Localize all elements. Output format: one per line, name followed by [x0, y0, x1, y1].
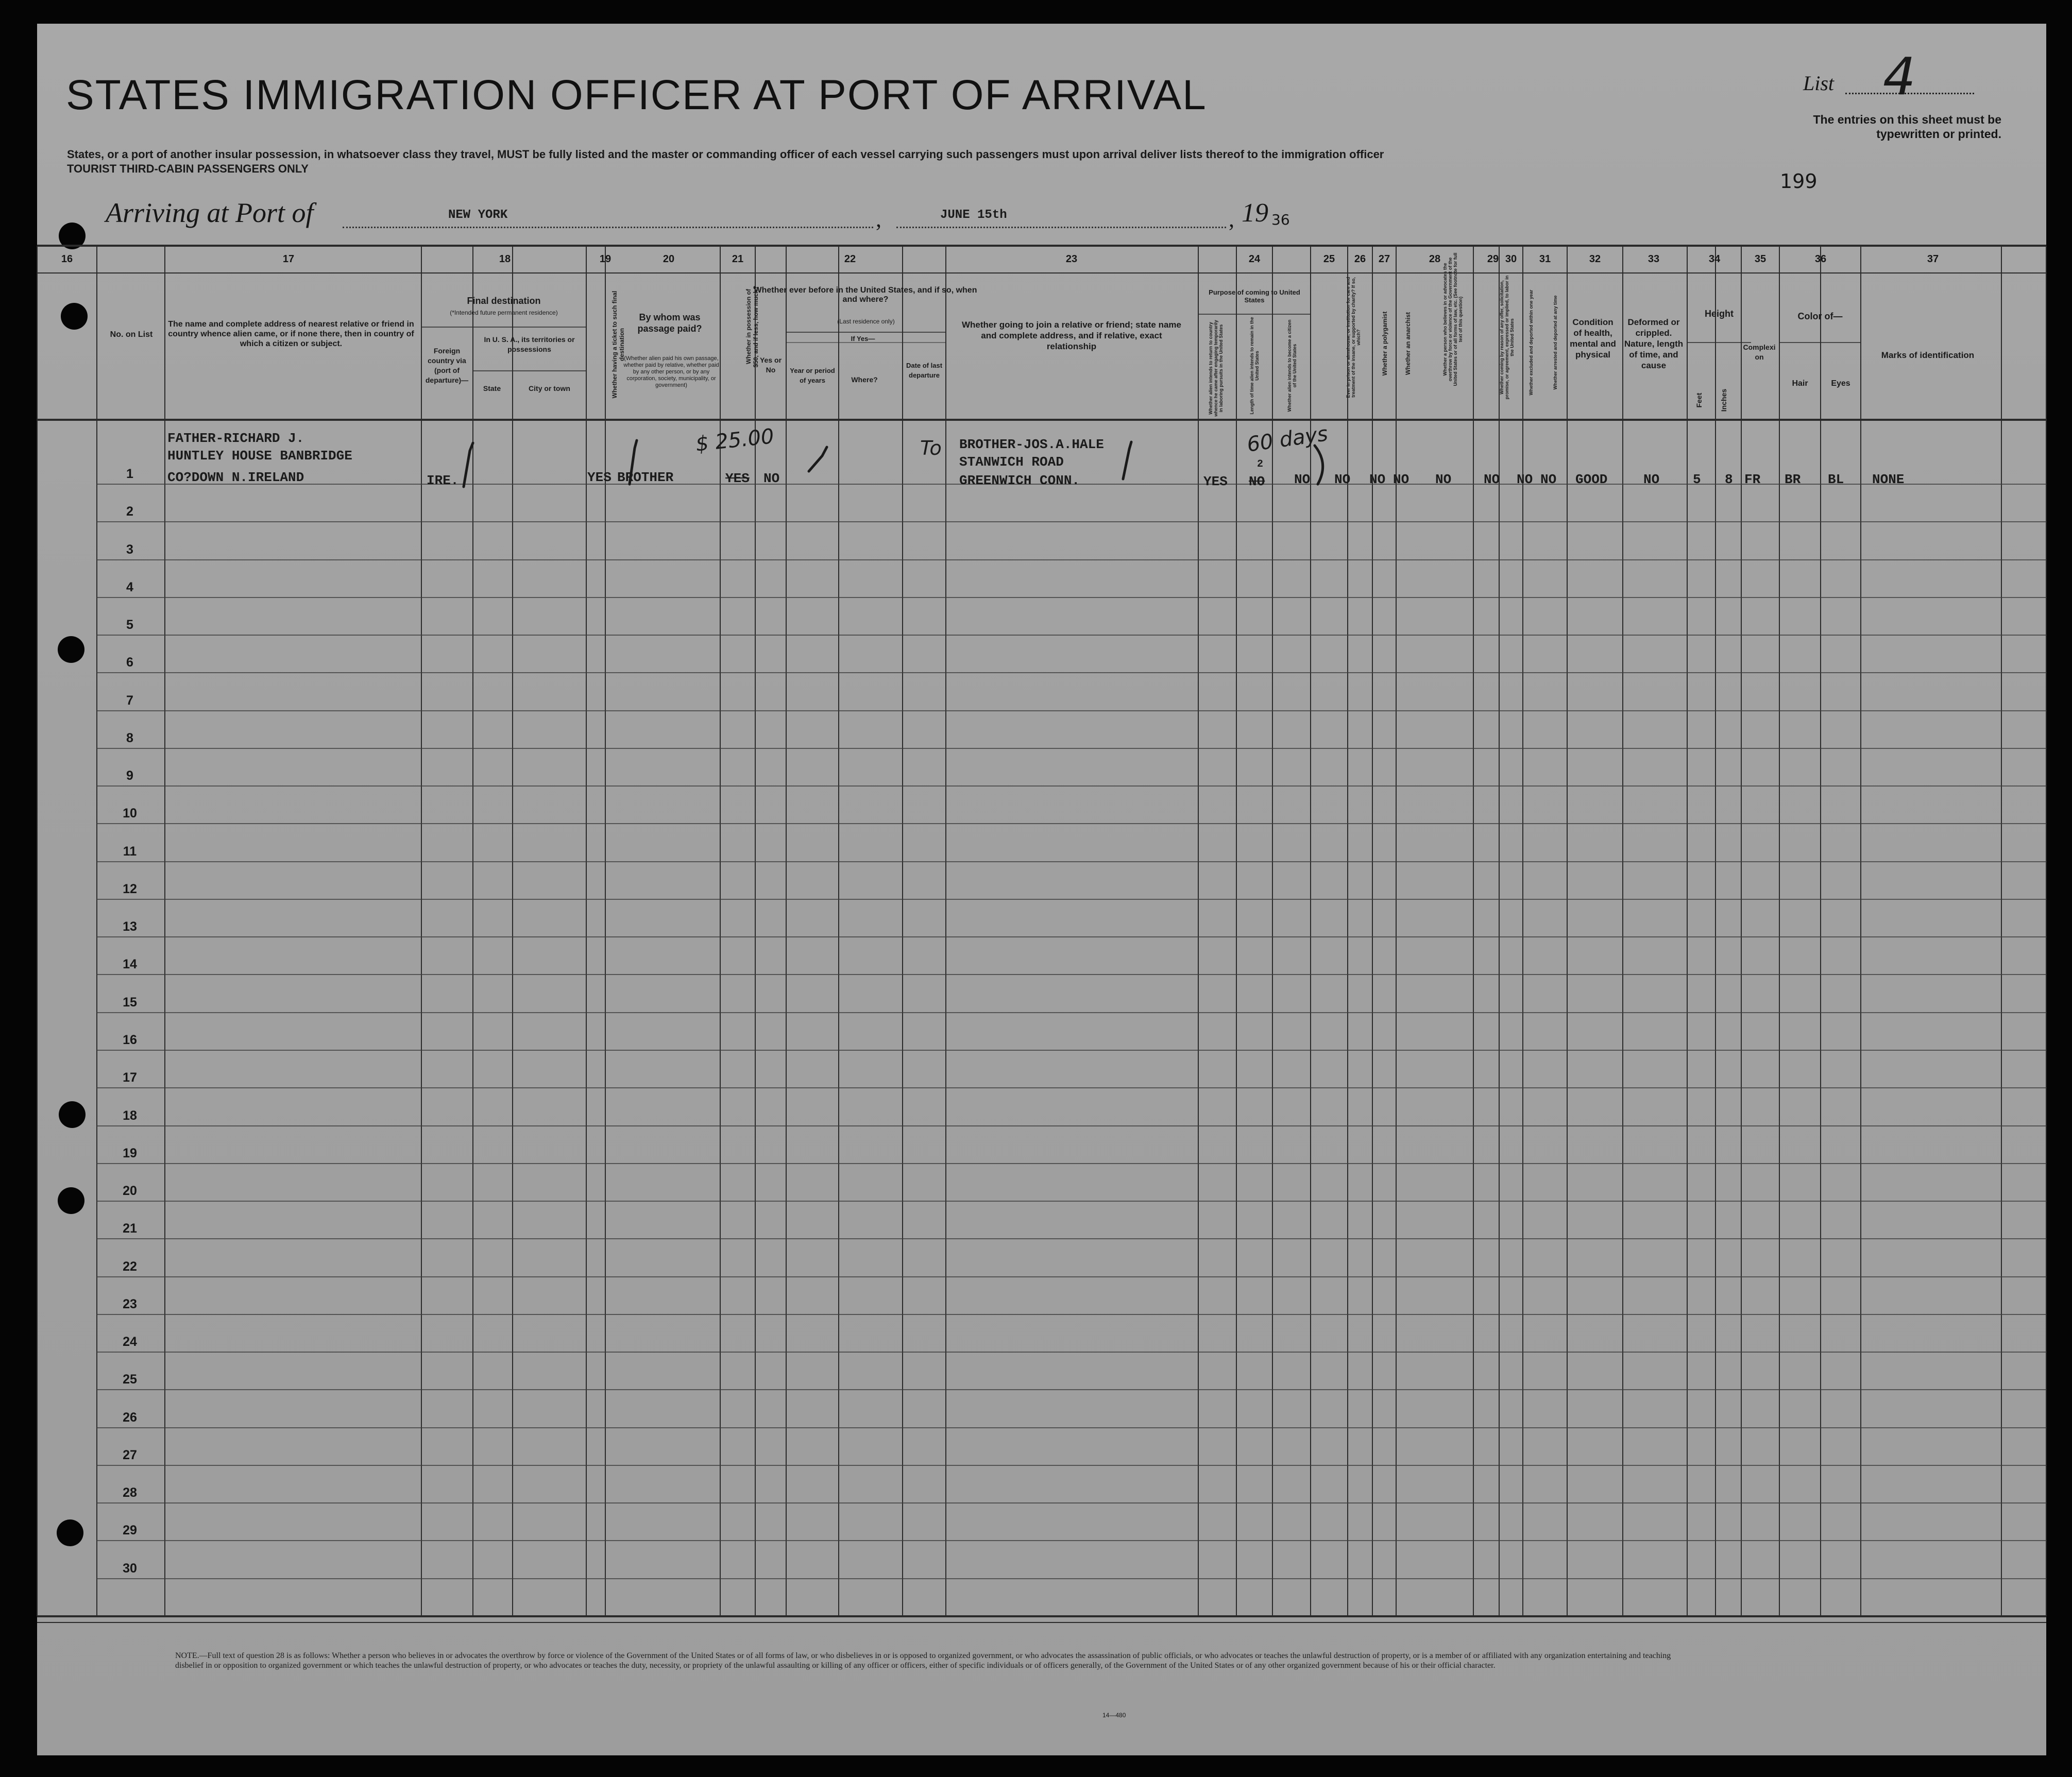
col-22-where: Where?: [851, 375, 878, 384]
page-title: STATES IMMIGRATION OFFICER AT PORT OF ARRIVAL: [66, 72, 1207, 118]
row-number: 7: [126, 693, 133, 708]
prison-value: NO: [1334, 472, 1351, 487]
col-20-subtitle: (Whether alien paid his own passage, whether paid by relative, whether paid by any other person, or by any corporation, society, municipality, or government): [623, 355, 719, 388]
row-number: 20: [123, 1184, 137, 1198]
column-number: 30: [1505, 253, 1517, 265]
row-number: 24: [123, 1335, 137, 1349]
row-number: 3: [126, 542, 133, 557]
column-number: 32: [1589, 253, 1601, 265]
col-18-header: Final destination: [467, 296, 541, 306]
eyes-value: BL: [1828, 472, 1844, 487]
col-30-header: Whether excluded and deported within one year: [1528, 289, 1534, 396]
col-35-header: Complexion: [1743, 343, 1776, 361]
column-number: 21: [732, 253, 744, 265]
col-36-header: Color of—: [1797, 311, 1843, 321]
subtitle-line: TOURIST THIRD-CABIN PASSENGERS ONLY: [67, 162, 309, 175]
handwritten-bracket: [1315, 446, 1323, 484]
column-number: 34: [1708, 253, 1721, 265]
col-23-header: Whether going to join a relative or friend; state name and complete address, and if relative, exact relationship: [961, 320, 1181, 351]
col-24-citizen: Whether alien intends to become a citizen of the United States: [1287, 319, 1297, 412]
health-value: GOOD: [1575, 472, 1608, 487]
comma: ,: [1229, 207, 1234, 232]
col-19-header: Whether having a ticket to such final destination: [611, 291, 625, 399]
row-number: 15: [123, 995, 137, 1010]
col-22-years: Year or period of years: [790, 367, 835, 384]
list-number: 4: [1883, 46, 1916, 107]
row-number: 16: [123, 1033, 137, 1047]
column-number: 27: [1378, 253, 1390, 265]
column-number: 20: [663, 253, 675, 265]
row-number: 10: [123, 806, 137, 821]
row-number: 25: [123, 1372, 137, 1387]
hair-value: BR: [1785, 472, 1801, 487]
col-24-header: Purpose of coming to United States: [1209, 288, 1300, 304]
column-number: 17: [282, 253, 295, 265]
sheet-code: 199: [1780, 170, 1818, 193]
col-18-subtitle: (*Intended future permanent residence): [450, 309, 558, 316]
row-number: 26: [123, 1410, 137, 1425]
purpose-return-value: YES: [1203, 474, 1228, 489]
col-18-state: State: [483, 384, 501, 392]
col-34-header: Height: [1705, 309, 1734, 319]
col-18-foreign: Foreign country via (port of departure)—: [425, 347, 469, 384]
marks-value: NONE: [1872, 472, 1905, 487]
joining-address-line: BROTHER-JOS.A.HALE: [959, 437, 1104, 452]
column-number: 23: [1065, 253, 1078, 265]
sheet-note: The entries on this sheet must be typewritten or printed.: [1813, 113, 2001, 141]
subtitle-line: States, or a port of another insular possession, in whatsoever class they travel, MUST be fully listed and the master or commanding officer of each vessel carrying such passengers must upon arrival deliver lists thereof to the immigration officer: [67, 148, 1384, 161]
col-17-header: The name and complete address of nearest relative or friend in country whence alien came, or if none there, then in country of which a citizen or subject.: [168, 320, 414, 348]
col-34-inches: Inches: [1720, 388, 1728, 412]
relative-address-line: FATHER-RICHARD J.: [167, 431, 304, 446]
column-number: 22: [844, 253, 856, 265]
height-feet-value: 5: [1693, 472, 1701, 487]
row-number: 21: [123, 1221, 137, 1236]
handwritten-money: $ 25.00: [694, 424, 775, 456]
col-18-city: City or town: [529, 384, 570, 392]
ever-before-value: NO: [763, 471, 780, 486]
complexion-value: FR: [1744, 472, 1761, 487]
col-34-feet: Feet: [1695, 392, 1703, 408]
row-number: 4: [126, 580, 133, 594]
col-29-header: Whether coming by reason of any offer, solicitation, promise, or agreement, expressed or implied, to labor in the United States: [1499, 275, 1515, 400]
deformed-value: NO: [1643, 472, 1660, 487]
col-21-header: Whether in possession of $50, and if less, how much?: [745, 285, 759, 368]
height-inches-value: 8: [1725, 472, 1733, 487]
overthrow-value: NO: [1435, 472, 1452, 487]
row-number: 14: [123, 957, 137, 971]
arrival-year-suffix: 36: [1271, 211, 1290, 228]
check-mark: [1123, 442, 1131, 479]
joining-address-line: STANWICH ROAD: [959, 454, 1064, 470]
column-number: 33: [1648, 253, 1660, 265]
ticket-value: YES: [587, 470, 612, 485]
column-number: 35: [1754, 253, 1767, 265]
col-20-header: By whom was passage paid?: [637, 312, 702, 334]
row-number: 12: [123, 882, 137, 896]
col-24-return: Whether alien intends to return to country whence he came after engaging temporarily in laboring pursuits in the United States: [1208, 320, 1224, 417]
column-number: 31: [1539, 253, 1551, 265]
arrival-date: JUNE 15th: [940, 208, 1007, 222]
purpose-length-struck: NO: [1249, 474, 1265, 489]
col-22-ifyes: If Yes—: [851, 335, 875, 343]
row-number: 30: [123, 1561, 137, 1576]
row-number: 17: [123, 1070, 137, 1085]
col-22-subtitle: (Last residence only): [837, 318, 895, 325]
row-number: 23: [123, 1297, 137, 1311]
foreign-country-value: IRE.: [427, 473, 459, 488]
col-16-header: No. on List: [110, 330, 153, 339]
row-number: 13: [123, 919, 137, 934]
polygamist-value: NO: [1369, 472, 1386, 487]
column-number: 29: [1487, 253, 1499, 265]
row-number: 6: [126, 655, 133, 670]
row-number: 28: [123, 1485, 137, 1500]
row-number: 29: [123, 1523, 137, 1537]
col-36-hair: Hair: [1792, 379, 1808, 388]
comma: ,: [876, 207, 881, 232]
check-mark: [630, 440, 637, 484]
col-25-header: Ever in prison or almshouse, or institution for care and treatment of the insane, or supported by charity? If so, which?: [1346, 277, 1361, 398]
arrival-label: Arriving at Port of: [106, 197, 314, 228]
row-number: 8: [126, 731, 133, 745]
joining-address-line: GREENWICH CONN.: [959, 473, 1080, 488]
relative-address-line: CO?DOWN N.IRELAND: [167, 470, 304, 485]
money-struck-value: YES: [725, 471, 750, 486]
row-number: 2: [126, 504, 133, 519]
row-number: 18: [123, 1108, 137, 1123]
col-31-header: Whether arrested and deported at any time: [1553, 295, 1558, 390]
row-number: 11: [123, 844, 137, 859]
col-22-header: Whether ever before in the United States, and if so, when and where?: [754, 286, 977, 304]
row-number: 27: [123, 1448, 137, 1462]
row-number: 19: [123, 1146, 137, 1160]
purpose-citizen-value: NO: [1294, 472, 1311, 487]
labor-offer-value: NO: [1484, 472, 1500, 487]
column-number: 24: [1248, 253, 1261, 265]
relative-address-line: HUNTLEY HOUSE BANBRIDGE: [167, 448, 352, 464]
list-label: List: [1803, 72, 1835, 95]
col-27-header: Whether an anarchist: [1404, 312, 1412, 375]
column-number: 28: [1429, 253, 1441, 265]
excluded-value: NO: [1517, 472, 1533, 487]
row-number: 22: [123, 1259, 137, 1274]
handwritten-joining-prefix: To: [920, 437, 942, 459]
arrival-year-prefix: 19: [1242, 198, 1268, 228]
row-number: 1: [126, 467, 133, 481]
check-mark: [464, 443, 473, 487]
check-mark: [809, 447, 827, 471]
row-number: 9: [126, 768, 133, 783]
column-number: 37: [1927, 253, 1939, 265]
column-number: 26: [1354, 253, 1366, 265]
col-36-eyes: Eyes: [1831, 379, 1850, 388]
handwritten-length: 60 days: [1245, 422, 1330, 457]
column-number: 19: [599, 253, 612, 265]
footnote: NOTE.—Full text of question 28 is as follows: Whether a person who believes in or advocates the overthrow by force or violence of the Government of the United States or of all forms of law, or who disbelieves in or is opposed to organized government, or who advocates the assassination of public officials, or who advocates or teaches the unlawful destruction of property, or is a member of or affiliated with any organization entertaining and teaching disbelief in or opposition to organized government or which teaches the unlawful destruction of property, or who advocates or teaches the duty, necessity, or propriety of the unlawful assaulting or killing of any officer or officers, either of specific individuals or of officers generally, of the Government of the United States or of any other organized government because of his or their official character.: [175, 1651, 1671, 1670]
column-number: 36: [1814, 253, 1827, 265]
column-number: 16: [61, 253, 73, 265]
col-24-length: Length of time alien intends to remain in the United States: [1249, 317, 1260, 415]
row-number: 5: [126, 618, 133, 632]
passage-paid-value: BROTHER: [617, 470, 674, 485]
col-37-header: Marks of identification: [1881, 350, 1975, 360]
col-22-departure: Date of last departure: [906, 362, 943, 379]
col-33-header: Deformed or crippled. Nature, length of time, and cause: [1624, 317, 1684, 370]
col-18-usa: In U. S. A., its territories or possessions: [484, 335, 575, 353]
col-22-yesno: Yes or No: [759, 356, 782, 374]
purpose-length-small: 2: [1257, 458, 1264, 470]
col-28-header: Whether a person who believes in or advocates the overthrow by force or violence of the Government of the United States or of all forms of law, etc. (See footnote for full text of this question): [1442, 252, 1463, 386]
form-code: 14—480: [1102, 1712, 1126, 1719]
col-32-header: Condition of health, mental and physical: [1570, 317, 1616, 360]
column-number: 25: [1323, 253, 1335, 265]
arrival-port: NEW YORK: [448, 208, 508, 222]
col-26-header: Whether a polygamist: [1381, 311, 1388, 376]
column-number: 18: [499, 253, 511, 265]
anarchist-value: NO: [1393, 472, 1409, 487]
deported-value: NO: [1540, 472, 1557, 487]
